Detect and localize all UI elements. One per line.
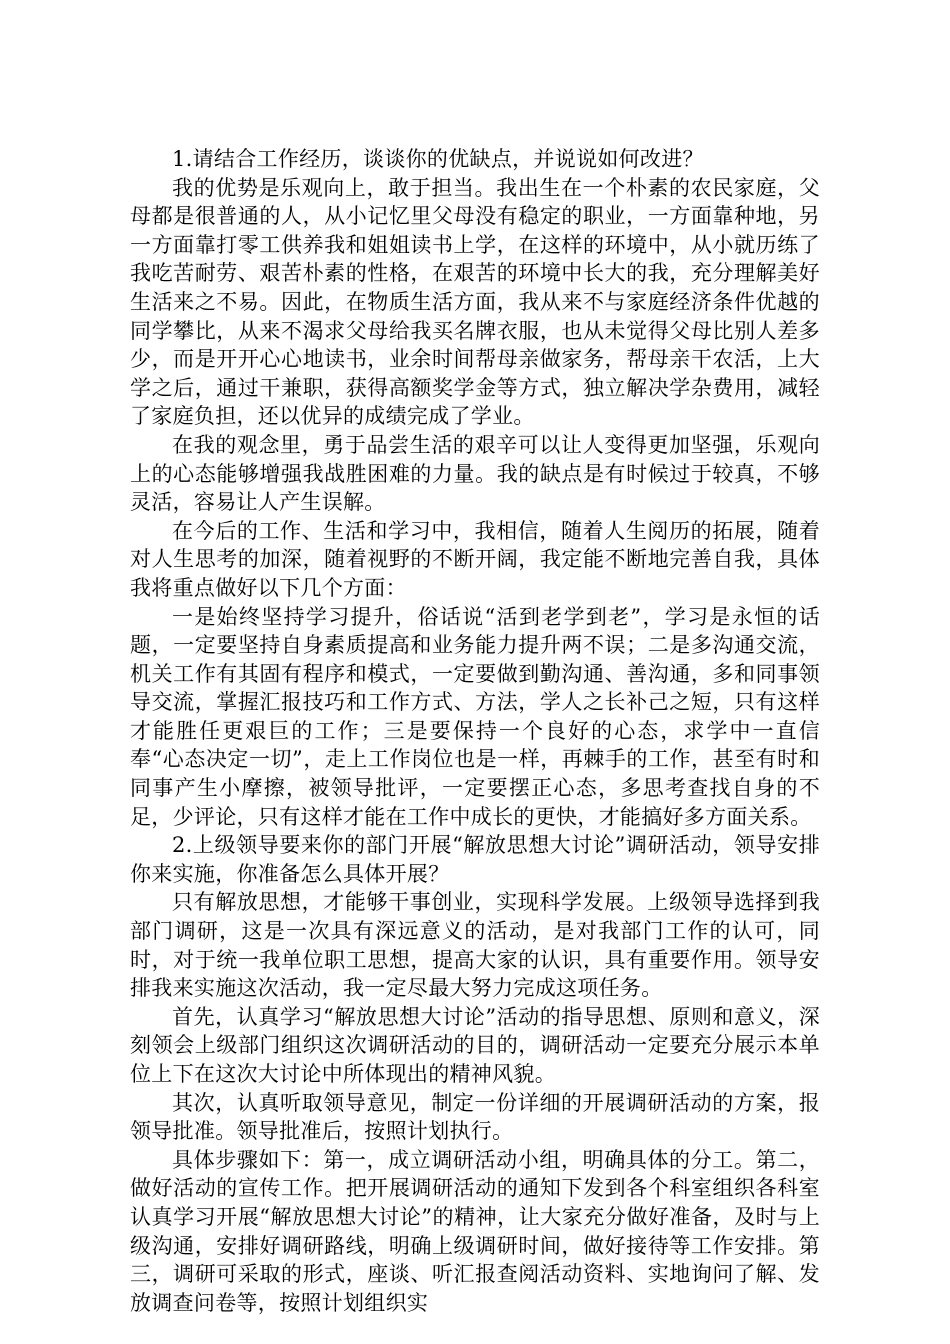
question-2-heading: 2.上级领导要来你的部门开展“解放思想大讨论”调研活动，领导安排你来实施，你准备怎么具体开展？ bbox=[130, 833, 820, 886]
answer-2-paragraph-intro: 只有解放思想，才能够干事创业，实现科学发展。上级领导选择到我部门调研，这是一次具有深远意义的活动，是对我部门工作的认可，同时，对于统一我单位职工思想，提高大家的认识，具有重要作用。领导安排我来实施这次活动，我一定尽最大努力完成这项任务。 bbox=[130, 890, 820, 1001]
answer-2-paragraph-steps: 具体步骤如下：第一，成立调研活动小组，明确具体的分工。第二，做好活动的宣传工作。把开展调研活动的通知下发到各个科室组织各科室认真学习开展“解放思想大讨论”的精神，让大家充分做好准备，及时与上级沟通，安排好调研路线，明确上级调研时间，做好接待等工作安排。第三，调研可采取的形式，座谈、听汇报查阅活动资料、实地询问了解、发放调查问卷等，按照计划组织实 bbox=[130, 1147, 820, 1315]
document-body bbox=[130, 145, 820, 1317]
answer-2-paragraph-first: 首先，认真学习“解放思想大讨论”活动的指导思想、原则和意义，深刻领会上级部门组织这次调研活动的目的，调研活动一定要充分展示本单位上下在这次大讨论中所体现出的精神风貌。 bbox=[130, 1004, 820, 1086]
question-1-heading: 1.请结合工作经历，谈谈你的优缺点，并说说如何改进？ bbox=[172, 147, 704, 171]
answer-2-paragraph-second: 其次，认真听取领导意见，制定一份详细的开展调研活动的方案，报领导批准。领导批准后，按照计划执行。 bbox=[130, 1090, 820, 1144]
answer-1-paragraph-weaknesses: 在我的观念里，勇于品尝生活的艰辛可以让人变得更加坚强，乐观向上的心态能够增强我战胜困难的力量。我的缺点是有时候过于较真，不够灵活，容易让人产生误解。 bbox=[130, 432, 820, 515]
answer-1-paragraph-improvement-intro: 在今后的工作、生活和学习中，我相信，随着人生阅历的拓展，随着对人生思考的加深，随着视野的不断开阔，我定能不断地完善自我，具体我将重点做好以下几个方面： bbox=[130, 518, 820, 600]
answer-1-paragraph-improvement-measures: 一是始终坚持学习提升，俗话说“活到老学到老”，学习是永恒的话题，一定要坚持自身素质提高和业务能力提升两不误；二是多沟通交流，机关工作有其固有程序和模式，一定要做到勤沟通、善沟通，多和同事领导交流，掌握汇报技巧和工作方式、方法，学人之长补己之短，只有这样才能胜任更艰巨的工作；三是要保持一个良好的心态，求学中一直信奉“心态决定一切”，走上工作岗位也是一样，再棘手的工作，甚至有时和同事产生小摩擦，被领导批评，一定要摆正心态，多思考查找自身的不足，少评论，只有这样才能在工作中成长的更快，才能搞好多方面关系。 bbox=[130, 604, 820, 829]
answer-1-paragraph-strengths: 我的优势是乐观向上，敢于担当。我出生在一个朴素的农民家庭，父母都是很普通的人，从小记忆里父母没有稳定的职业，一方面靠种地，另一方面靠打零工供养我和姐姐读书上学，在这样的环境中，从小就历练了我吃苦耐劳、艰苦朴素的性格，在艰苦的环境中长大的我，充分理解美好生活来之不易。因此，在物质生活方面，我从来不与家庭经济条件优越的同学攀比，从来不渴求父母给我买名牌衣服，也从未觉得父母比别人差多少，而是开开心心地读书，业余时间帮母亲做家务，帮母亲干农活，上大学之后，通过干兼职，获得高额奖学金等方式，独立解决学杂费用，减轻了家庭负担，还以优异的成绩完成了学业。 bbox=[130, 175, 820, 429]
